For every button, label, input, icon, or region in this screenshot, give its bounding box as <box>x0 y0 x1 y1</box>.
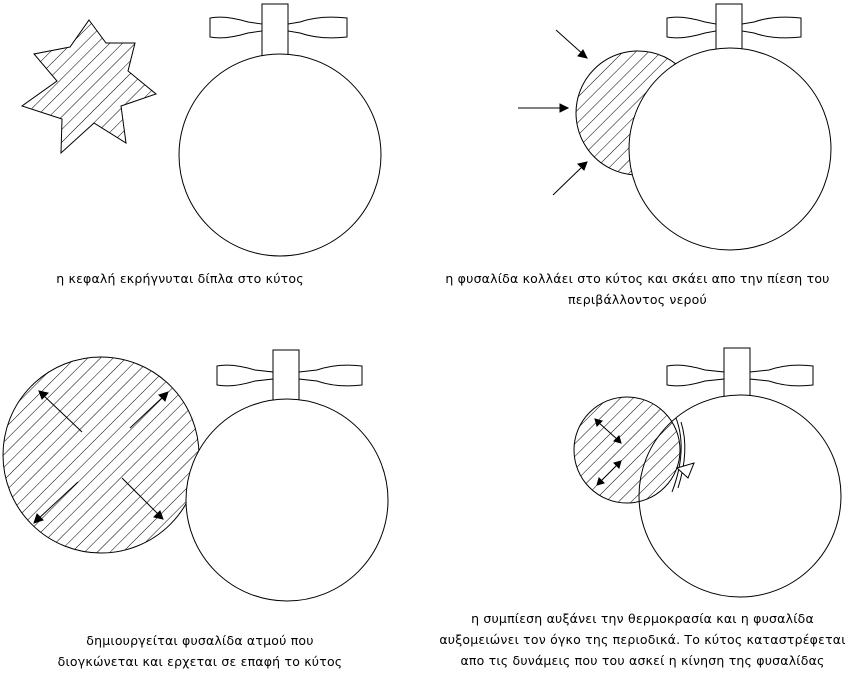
hull-fin <box>667 365 724 386</box>
caption-line: απο τις δυνάμεις που του ασκεί η κίνηση της φυσαλίδας <box>460 653 825 668</box>
hull-section <box>186 350 388 601</box>
panel-pressure <box>518 4 831 250</box>
caption-line: περιβάλλοντος νερού <box>568 292 707 307</box>
hull-section <box>179 4 381 256</box>
caption-line: η συμπίεση αυξάνει την θερμοκρασία και η φυσαλίδα <box>471 611 814 626</box>
hull-fin <box>288 17 347 38</box>
caption-collapse <box>425 608 860 671</box>
hull-circle <box>629 48 831 250</box>
caption-line: διογκώνεται και ερχεται σε επαφή το κύτος <box>57 654 343 669</box>
hull-fin <box>742 17 801 38</box>
panel-expansion <box>3 350 388 601</box>
caption-explosion <box>20 268 340 289</box>
hull-tower <box>262 4 288 56</box>
hull-fin <box>750 365 813 386</box>
caption-expansion <box>20 630 380 672</box>
explosion-star-shape <box>22 20 156 153</box>
caption-line: αυξομειώνει τον όγκο της περιοδικά. Το κύτος καταστρέφεται <box>439 632 846 647</box>
caption-line: δημιουργείται φυσαλίδα ατμού που <box>86 633 314 648</box>
bubble-shape <box>3 357 199 553</box>
panel-explosion <box>22 4 381 256</box>
caption-line: η φυσαλίδα κολλάει στο κύτος και σκάει απο την πίεση του <box>445 271 830 286</box>
hull-section <box>629 4 831 250</box>
pressure-arrow <box>553 165 584 195</box>
hull-tower <box>724 348 750 400</box>
bubble-shape <box>574 397 680 503</box>
hull-fin <box>217 365 273 386</box>
caption-pressure <box>415 268 860 310</box>
hull-fin <box>667 17 716 38</box>
arrow-head <box>578 162 587 170</box>
hull-fin <box>299 365 362 386</box>
panel-collapse <box>574 348 841 597</box>
arrow-head <box>560 104 568 112</box>
caption-line: η κεφαλή εκρήγνυται δίπλα στο κύτος <box>56 271 304 286</box>
hull-circle <box>179 54 381 256</box>
hull-fin <box>210 17 262 38</box>
hull-circle <box>186 399 388 601</box>
hull-tower <box>273 350 299 402</box>
